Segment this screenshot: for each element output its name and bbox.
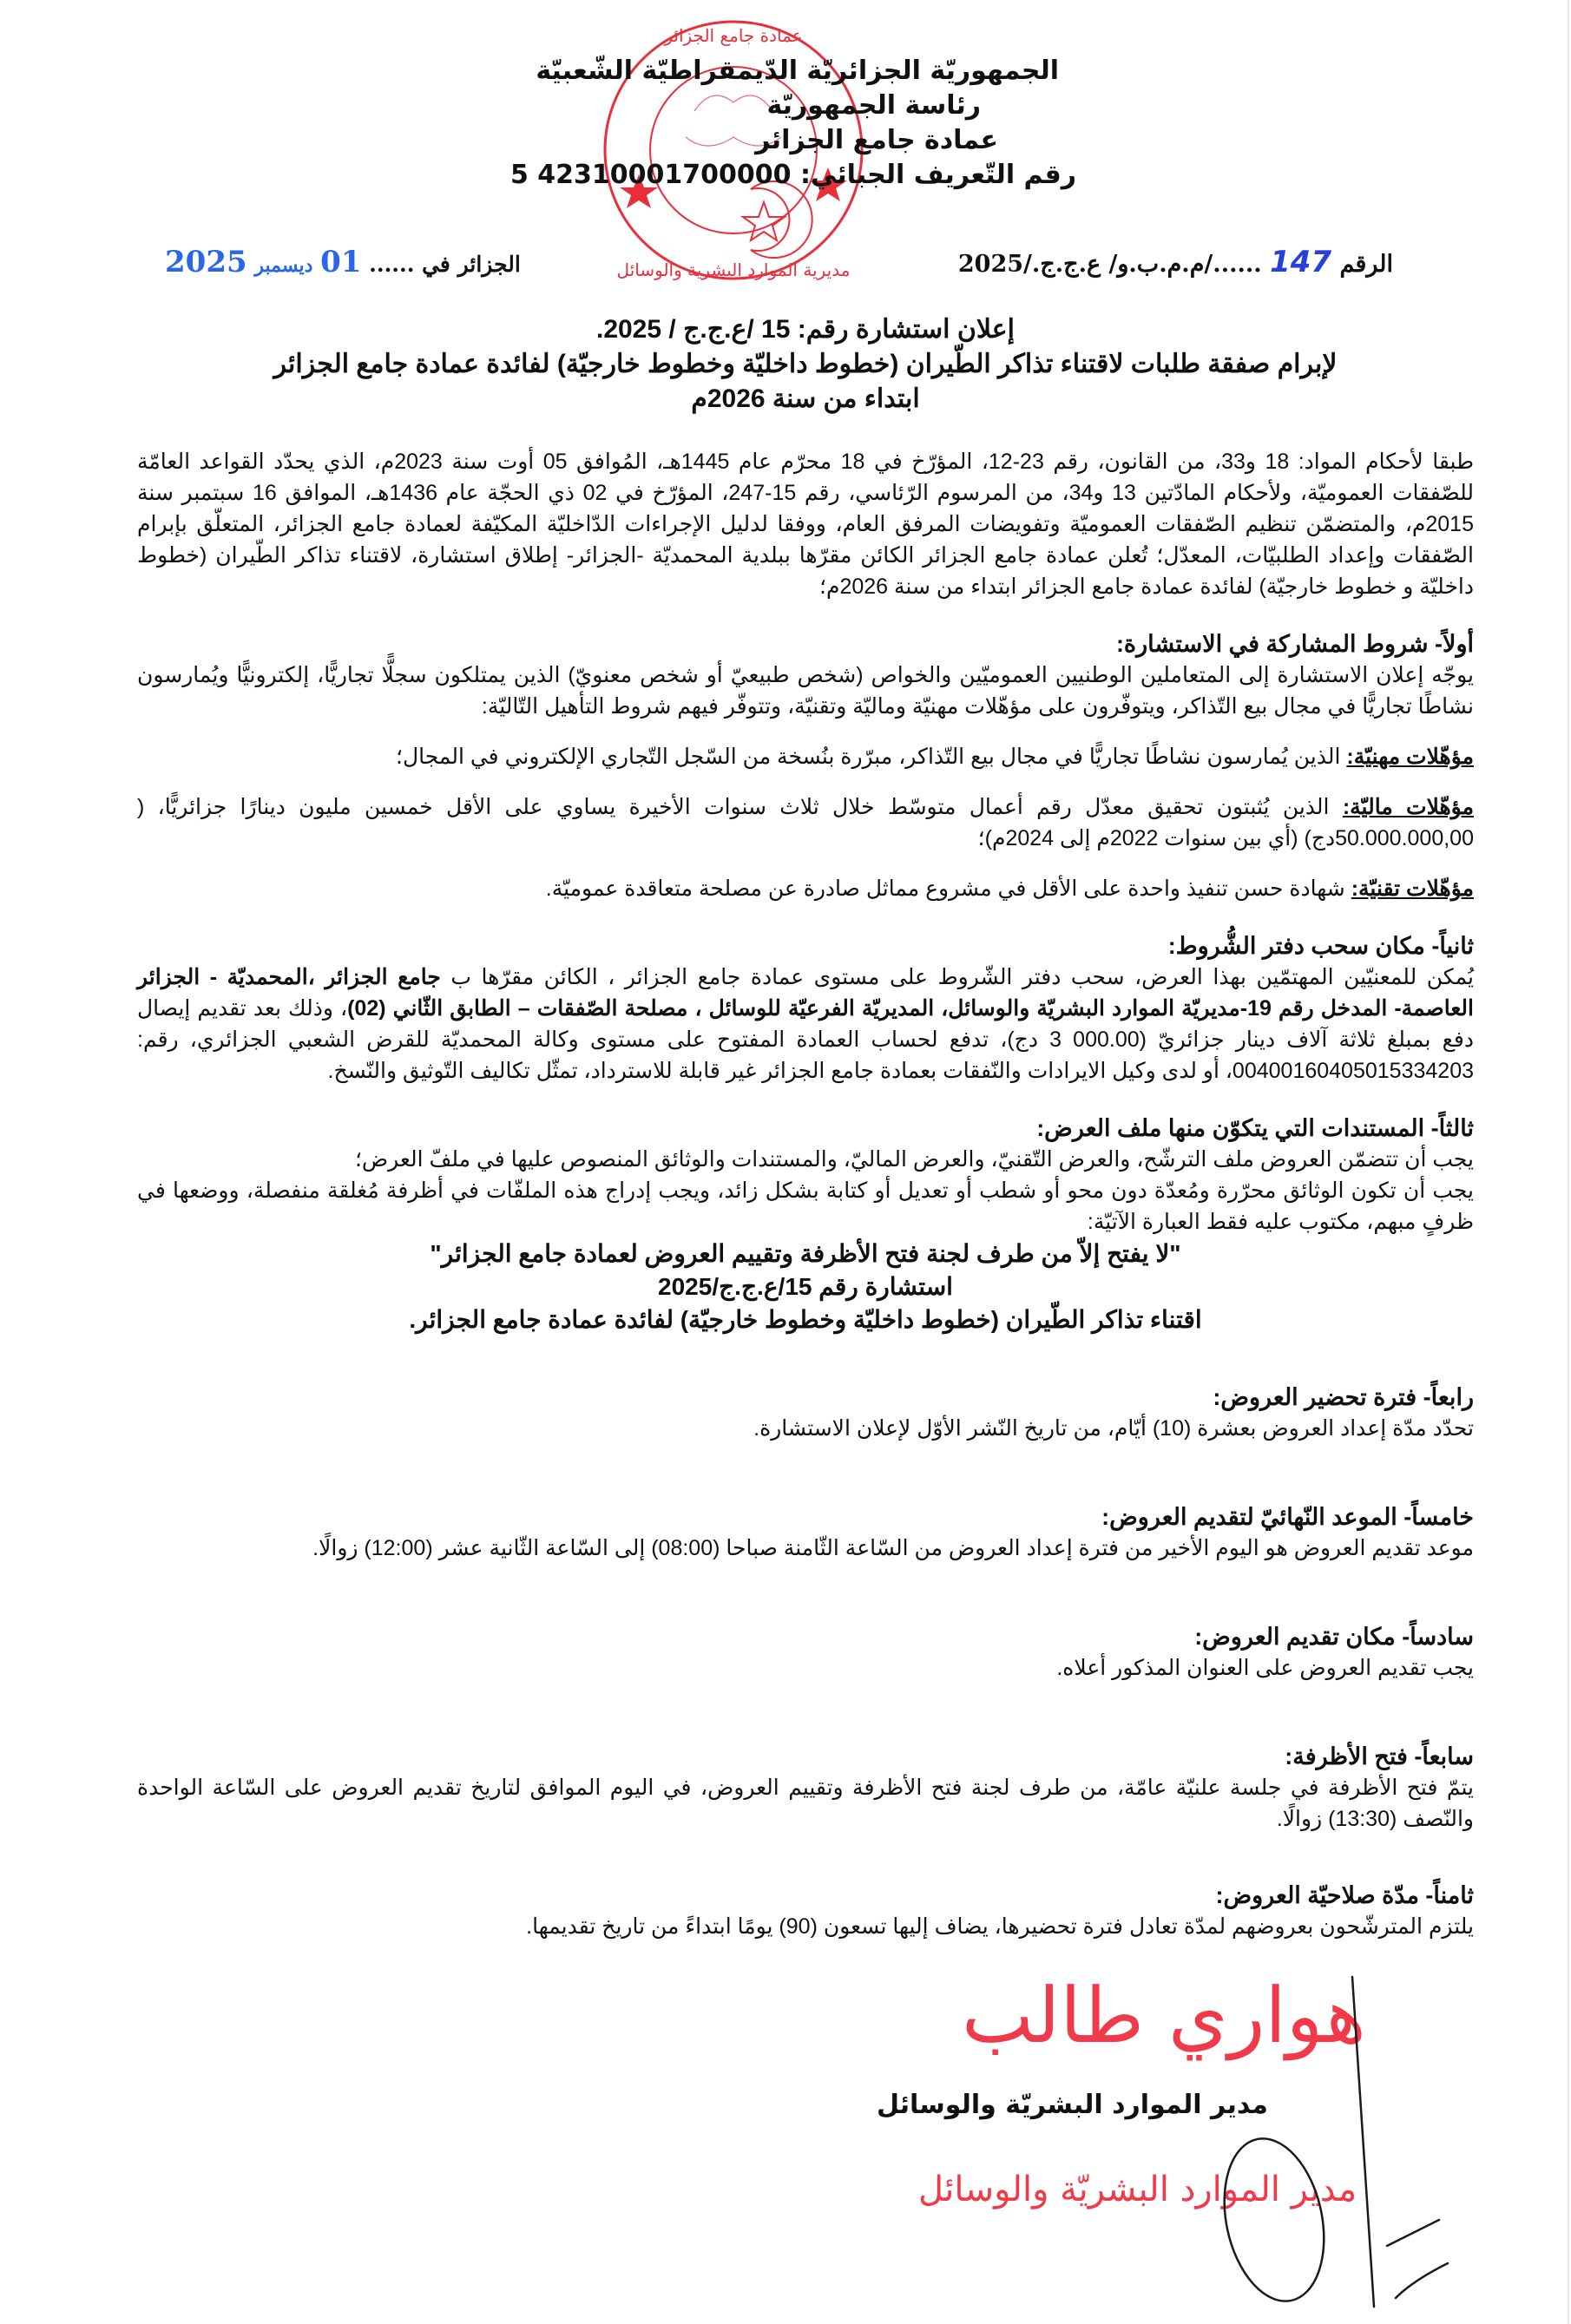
section-2-text xyxy=(137,962,1474,1087)
professional-label: مؤهّلات مهنيّة: xyxy=(1346,745,1474,769)
section-5-heading: خامساً- الموعد النّهائيّ لتقديم العروض: xyxy=(1101,1504,1474,1530)
date-day: 01 xyxy=(320,245,362,279)
title-line-3: ابتداء من سنة 2026م xyxy=(691,384,920,413)
stamp-text-bottom: مديرية الموارد البشرية والوسائل xyxy=(616,259,851,280)
financial-qualifications xyxy=(137,791,1474,854)
red-title-stamp: مدير الموارد البشريّة والوسائل xyxy=(918,2170,1357,2209)
section-8-heading: ثامناً- مدّة صلاحيّة العروض: xyxy=(1215,1882,1474,1908)
envelope-quote-2: استشارة رقم 15/ع.ج.ج/2025 xyxy=(658,1273,953,1300)
section-2-heading: ثانياً- مكان سحب دفتر الشُّروط: xyxy=(1167,933,1474,959)
reference-suffix: ....../م.م.ب.و/ ع.ج.ج./2025 xyxy=(957,251,1262,278)
section-7-text: يتمّ فتح الأظرفة في جلسة علنيّة عامّة، من طرف لجنة فتح الأظرفة وتقييم العروض، في اليوم الموافق لتاريخ تقديم العروض على السّاعة الواحدة والنّصف (13:30) زوالًا. xyxy=(137,1776,1474,1831)
announcement-title xyxy=(137,312,1474,417)
document-body xyxy=(137,446,1474,1942)
technical-qualifications xyxy=(137,873,1474,904)
technical-label: مؤهّلات تقنيّة: xyxy=(1351,876,1474,901)
section-5-text: موعد تقديم العروض هو اليوم الأخير من فترة إعداد العروض من السّاعة الثّامنة صباحا (08:00) إلى السّاعة الثّانية عشر (12:00) زوالًا. xyxy=(312,1536,1474,1560)
date-year: 2025 xyxy=(165,245,247,279)
tax-id-label: رقم التّعريف الجبائي: xyxy=(799,160,1076,190)
title-line-2: لإبرام صفقة طلبات لاقتناء تذاكر الطّيران (خطوط داخليّة وخطوط خارجيّة) لفائدة عمادة جامع الجزائر xyxy=(273,350,1338,378)
reference-handwritten-number: 147 xyxy=(1270,245,1332,279)
envelope-quote-3: اقتناء تذاكر الطّيران (خطوط داخليّة وخطوط خارجيّة) لفائدة عمادة جامع الجزائر. xyxy=(409,1306,1202,1333)
reference-number xyxy=(958,245,1393,279)
section-2-text-b: ، وذلك بعد تقديم إيصال دفع بمبلغ ثلاثة آلاف دينار جزائريّ (000.00 3 دج)، تدفع لحساب العمادة المفتوح على مستوى وكالة المحمديّة للقرض الشعبي الجزائري، رقم: 00400160405015334203، أو لدى وكيل الايرادات والنّفقات بعمادة جامع الجزائر غير قابلة للاسترداد، تمثّل تكاليف التّوثيق والنّسخ. xyxy=(137,996,1474,1083)
financial-label: مؤهّلات ماليّة: xyxy=(1342,795,1474,819)
section-6-heading: سادساً- مكان تقديم العروض: xyxy=(1194,1624,1474,1650)
financial-text: الذين يُثبتون تحقيق معدّل رقم أعمال متوسّط خلال ثلاث سنوات الأخيرة يساوي على الأقل خمسين مليون دينارًا جزائريًّا، ( 50.000.000,00دج) (أي بين سنوات 2022م إلى 2024م)؛ xyxy=(137,795,1474,850)
section-4-text: تحدّد مدّة إعداد العروض بعشرة (10) أيّام، من تاريخ النّشر الأوّل لإعلان الاستشارة. xyxy=(753,1416,1474,1441)
section-2-address: جامع الجزائر ،المحمديّة - الجزائر العاصمة- المدخل رقم 19-مديريّة الموارد البشريّة والوسائل، المديريّة الفرعيّة للوسائل ، مصلحة الصّفقات – الطابق الثّاني (02) xyxy=(137,965,1474,1021)
section-1-text: يوجّه إعلان الاستشارة إلى المتعاملين الوطنيين العموميّين والخواص (شخص طبيعيّ أو شخص معنويّ) الذين يمتلكون سجلًّا تجاريًّا، إلكترونيًّا ويُمارسون نشاطًا تجاريًّا في مجال بيع التّذاكر، ويتوفّرون على مؤهّلات مهنيّة وماليّة وتقنيّة، وتتوفّر فيهم شروط التأهيل التّاليّة: xyxy=(137,663,1474,719)
letterhead xyxy=(486,54,1094,193)
section-3-text-2: يجب أن تكون الوثائق محرّرة ومُعدّة دون محو أو شطب أو تعديل أو كتابة بشكل زائد، ويجب إدراج هذه الملفّات في أظرفة مُغلقة منفصلة، ووضعها في ظرفٍ مبهم، مكتوب عليه فقط العبارة الآتيّة: xyxy=(137,1178,1474,1234)
signature-block xyxy=(866,1960,1474,2324)
document-flow xyxy=(0,295,1571,2324)
date-stamp xyxy=(165,245,362,279)
reference-label: الرقم xyxy=(1339,251,1393,278)
section-2-text-a: يُمكن للمعنيّين المهتمّين بهذا العرض، سحب دفتر الشّروط على مستوى عمادة جامع الجزائر ، الكائن مقرّها ب xyxy=(440,965,1474,989)
tax-id-value: 42310001700000 5 xyxy=(509,160,792,190)
section-4-heading: رابعاً- فترة تحضير العروض: xyxy=(1213,1384,1474,1410)
stamp-text-top: عمادة جامع الجزائر xyxy=(664,25,803,46)
section-1-heading: أولاً- شروط المشاركة في الاستشارة: xyxy=(1115,631,1474,657)
red-name-stamp: هواري طالب xyxy=(962,1971,1366,2060)
section-8-text: يلتزم المترشّحون بعروضهم لمدّة تعادل فترة تحضيرها، يضاف إليها تسعون (90) يومًا ابتداءً من تاريخ تقديمها. xyxy=(526,1914,1474,1939)
technical-text: شهادة حسن تنفيذ واحدة على الأقل في مشروع مماثل صادرة عن مصلحة متعاقدة عموميّة. xyxy=(545,876,1345,901)
envelope-quote-1: "لا يفتح إلاّ من طرف لجنة فتح الأظرفة وتقييم العروض لعمادة جامع الجزائر" xyxy=(430,1240,1181,1267)
date-label: الجزائر في ...... xyxy=(369,252,521,277)
professional-qualifications xyxy=(137,741,1474,772)
date-month: ديسمبر xyxy=(254,254,313,277)
date-line xyxy=(165,245,521,279)
section-6-text: يجب تقديم العروض على العنوان المذكور أعلاه. xyxy=(1056,1656,1474,1680)
intro-paragraph: طبقا لأحكام المواد: 18 و33، من القانون، رقم 23-12، المؤرّخ في 18 محرّم عام 1445هـ، المُوافق 05 أوت سنة 2023م، الذي يحدّد القواعد العامّة للصّفقات العموميّة، ولأحكام المادّتين 13 و34، من المرسوم الرّئاسي، رقم 15-247، المؤرّخ في 02 ذي الحجّة عام 1436هـ، الموافق 16 سبتمبر سنة 2015م، والمتضمّن تنظيم الصّفقات العموميّة وتفويضات المرفق العام، ووفقا لدليل الإجراءات الدّاخليّة المكيّفة لعمادة جامع الجزائر، المتعلّق بإبرام الصّفقات وإعداد الطلبيّات، المعدّل؛ تُعلن عمادة جامع الجزائر الكائن مقرّها ببلدية المحمديّة -الجزائر- إطلاق استشارة، لاقتناء تذاكر الطّيران (خطوط داخليّة و خطوط خارجيّة) لفائدة عمادة جامع الجزائر ابتداء من سنة 2026م؛ xyxy=(137,450,1474,599)
professional-text: الذين يُمارسون نشاطًا تجاريًّا في مجال بيع التّذاكر، مبرّرة بنُسخة من السّجل التّجاري الإلكتروني في المجال؛ xyxy=(396,745,1341,769)
section-7-heading: سابعاً- فتح الأظرفة: xyxy=(1285,1743,1474,1769)
institution-name: عمادة جامع الجزائر xyxy=(755,125,998,155)
signatory-title: مدير الموارد البشريّة والوسائل xyxy=(877,2090,1268,2120)
presidency-name: رئاسة الجمهوريّة xyxy=(766,90,981,121)
tax-id-line xyxy=(486,158,1094,193)
section-3-heading: ثالثاً- المستندات التي يتكوّن منها ملف العرض: xyxy=(1036,1115,1474,1141)
letterhead-zone xyxy=(0,0,1571,295)
title-line-1: إعلان استشارة رقم: 15 /ع.ج.ج / 2025. xyxy=(595,315,1016,344)
section-3-text-1: يجب أن تتضمّن العروض ملف الترشّح، والعرض التّقنيّ، والعرض الماليّ، والمستندات والوثائق المنصوص عليها في ملفّ العرض؛ xyxy=(354,1147,1474,1172)
country-name: الجمهوريّة الجزائريّة الدّيمقراطيّة الشّعبيّة xyxy=(536,56,1059,86)
